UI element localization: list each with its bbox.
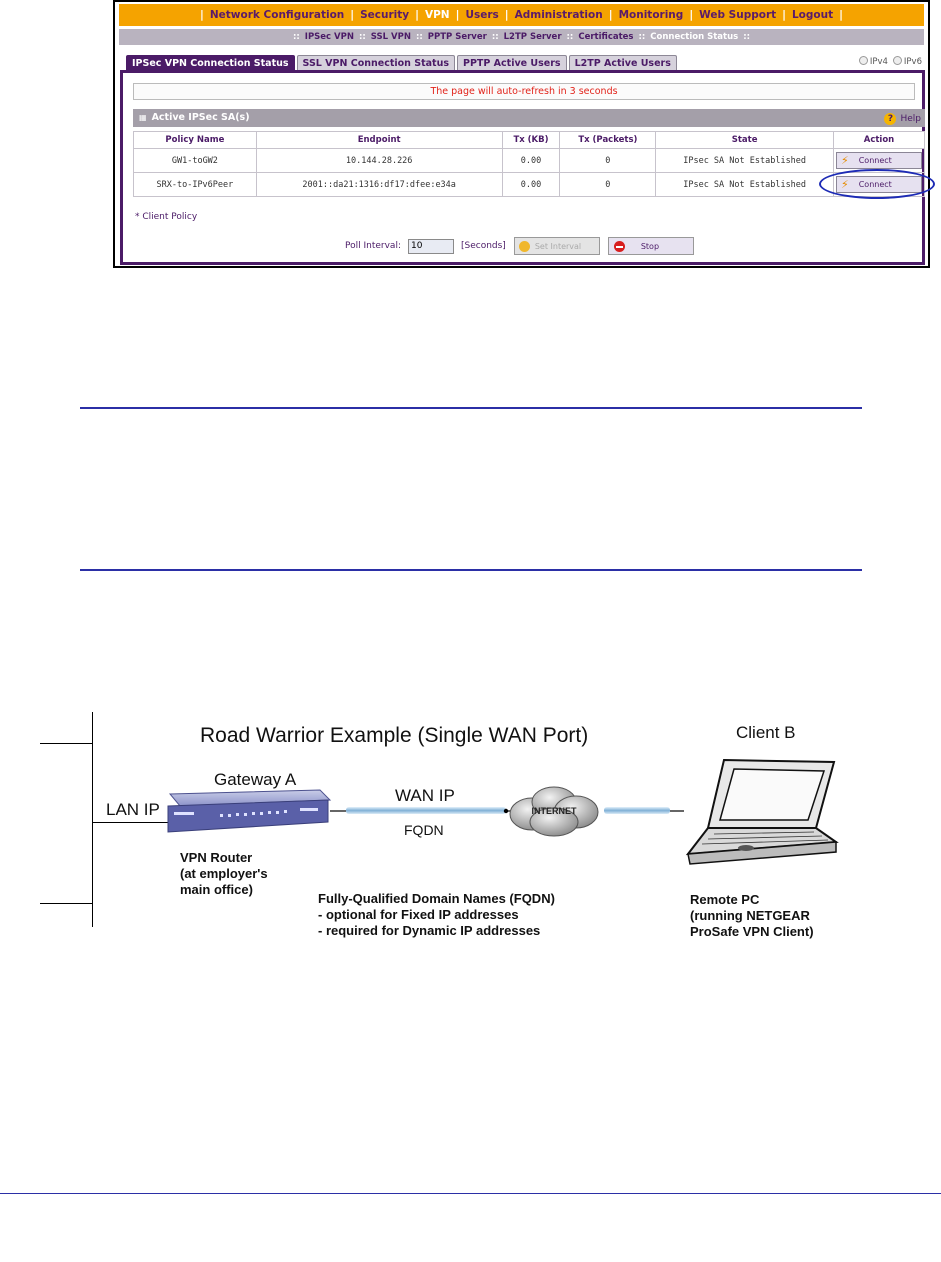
col-action: Action (833, 132, 924, 149)
tab-ipsec-vpn-connection-status[interactable]: IPSec VPN Connection Status (126, 55, 295, 71)
client-policy-note: * Client Policy (135, 212, 198, 222)
top-nav: | Network Configuration | Security | VPN | Users | Administration | Monitoring | Web Support | Logout | (119, 4, 924, 26)
cell-tx-kb: 0.00 (502, 173, 560, 197)
lan-ip-label: LAN IP (106, 800, 160, 819)
fqdn-label: FQDN (404, 822, 444, 838)
divider-rule (80, 569, 862, 571)
subnav-ssl-vpn[interactable]: SSL VPN (370, 32, 411, 42)
cell-tx-packets: 0 (560, 149, 656, 173)
client-label: Client B (736, 723, 796, 742)
cell-action (833, 173, 924, 197)
poll-unit: [Seconds] (460, 241, 506, 251)
nav-monitoring[interactable]: Monitoring (618, 9, 684, 21)
poll-interval-label: Poll Interval: (345, 241, 401, 251)
cell-tx-packets: 0 (560, 173, 656, 197)
road-warrior-diagram (0, 700, 941, 960)
wan-link-line (330, 804, 520, 818)
poll-interval-input[interactable] (408, 239, 454, 254)
gateway-label: Gateway A (214, 770, 297, 789)
stop-button[interactable]: Stop (608, 237, 694, 255)
poll-interval-row (345, 237, 694, 255)
help-link[interactable]: ? Help (884, 110, 921, 128)
cell-endpoint: 10.144.28.226 (256, 149, 502, 173)
fqdn-note: Fully-Qualified Domain Names (FQDN) - optional for Fixed IP addresses - required for Dynamic IP addresses (318, 891, 555, 938)
diagram-title: Road Warrior Example (Single WAN Port) (200, 724, 589, 747)
connect-button[interactable]: ⚡ Connect (836, 176, 922, 193)
footer-rule (0, 1193, 941, 1194)
cell-tx-kb: 0.00 (502, 149, 560, 173)
cell-policy: SRX-to-IPv6Peer (134, 173, 257, 197)
content-panel (120, 70, 925, 265)
clock-icon (519, 241, 530, 252)
nav-logout[interactable]: Logout (791, 9, 834, 21)
col-tx-packets: Tx (Packets) (560, 132, 656, 149)
cell-state: IPsec SA Not Established (656, 149, 834, 173)
cell-policy: GW1-toGW2 (134, 149, 257, 173)
wan-ip-label: WAN IP (395, 786, 455, 805)
tab-pptp-active-users[interactable]: PPTP Active Users (457, 55, 567, 71)
section-title: Active IPSec SA(s) (151, 112, 250, 123)
nav-web-support[interactable]: Web Support (699, 9, 777, 21)
auto-refresh-message: The page will auto-refresh in 3 seconds (133, 83, 915, 100)
nav-users[interactable]: Users (465, 9, 499, 21)
subnav-connection-status[interactable]: Connection Status (650, 32, 739, 42)
table-row (134, 149, 925, 173)
table-row (134, 173, 925, 197)
connect-button[interactable]: ⚡ Connect (836, 152, 922, 169)
ipv4-radio[interactable]: IPv4 (859, 57, 888, 67)
set-interval-button[interactable]: Set Interval (514, 237, 600, 255)
lightning-icon: ⚡ (840, 178, 849, 191)
vpn-router-caption: VPN Router (at employer's main office) (180, 850, 268, 897)
remote-pc-caption: Remote PC (running NETGEAR ProSafe VPN Client) (690, 892, 814, 939)
tab-l2tp-active-users[interactable]: L2TP Active Users (569, 55, 677, 71)
subnav-ipsec-vpn[interactable]: IPSec VPN (304, 32, 354, 42)
nav-security[interactable]: Security (360, 9, 410, 21)
internet-cloud-icon (502, 782, 606, 840)
sub-nav: :: IPSec VPN :: SSL VPN :: PPTP Server :: L2TP Server :: Certificates :: Connection Status :: (119, 29, 924, 45)
col-tx-kb: Tx (KB) (502, 132, 560, 149)
bracket-line (40, 743, 93, 744)
stop-icon (614, 241, 625, 252)
cell-state: IPsec SA Not Established (656, 173, 834, 197)
nav-administration[interactable]: Administration (514, 9, 603, 21)
table-header-row (134, 132, 925, 149)
ip-version-selector (859, 57, 922, 67)
router-screenshot (113, 0, 930, 268)
bracket-line (40, 903, 93, 904)
client-link-line (600, 804, 684, 818)
subnav-pptp-server[interactable]: PPTP Server (427, 32, 487, 42)
tab-ssl-vpn-connection-status[interactable]: SSL VPN Connection Status (297, 55, 455, 71)
lightning-icon: ⚡ (840, 154, 849, 167)
col-state: State (656, 132, 834, 149)
grid-icon: ▦ (139, 113, 147, 122)
radio-icon (859, 56, 868, 65)
nav-network-configuration[interactable]: Network Configuration (209, 9, 345, 21)
nav-vpn[interactable]: VPN (424, 9, 450, 21)
internet-label: INTERNET (531, 806, 577, 816)
router-device-icon (160, 784, 332, 840)
cell-endpoint: 2001::da21:1316:df17:dfee:e34a (256, 173, 502, 197)
subnav-certificates[interactable]: Certificates (578, 32, 634, 42)
divider-rule (80, 407, 862, 409)
bracket-line (92, 712, 93, 927)
col-endpoint: Endpoint (256, 132, 502, 149)
ipv6-radio[interactable]: IPv6 (893, 57, 922, 67)
subnav-l2tp-server[interactable]: L2TP Server (503, 32, 562, 42)
laptop-icon (684, 756, 840, 868)
radio-icon (893, 56, 902, 65)
help-icon: ? (884, 113, 896, 125)
section-header (133, 109, 925, 127)
tab-bar (126, 55, 679, 70)
col-policy-name: Policy Name (134, 132, 257, 149)
cell-action (833, 149, 924, 173)
sa-table (133, 131, 925, 197)
